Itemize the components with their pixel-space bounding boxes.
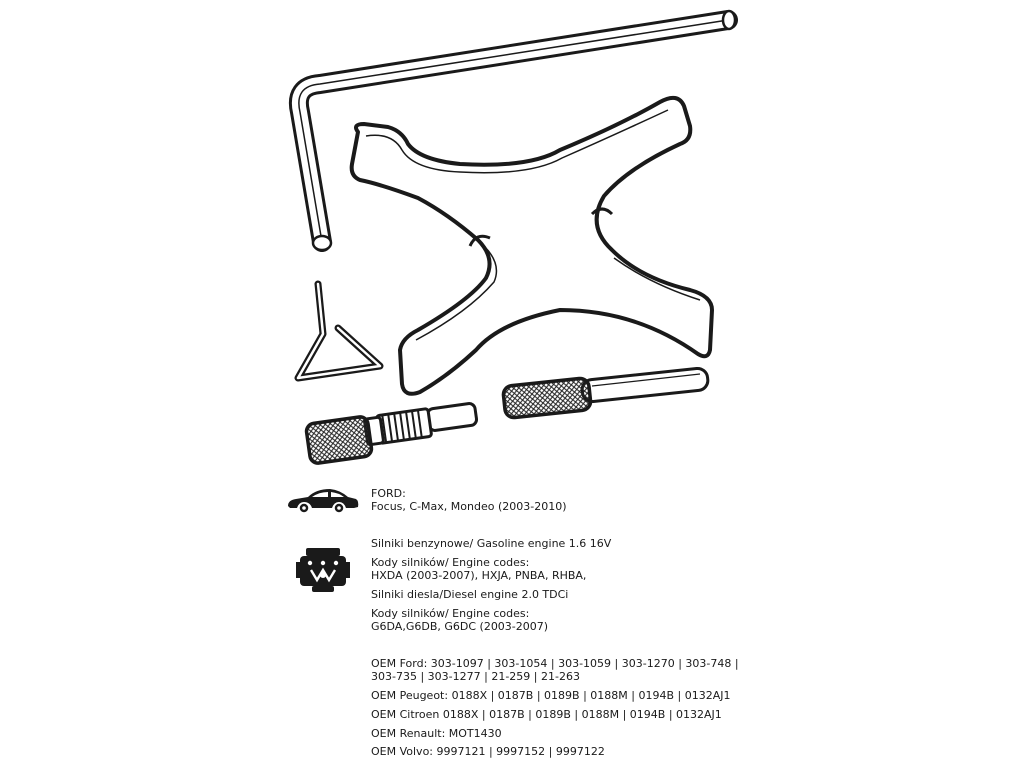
- oem-volvo: OEM Volvo: 9997121 | 9997152 | 9997122: [371, 745, 605, 758]
- vehicle-models: Focus, C-Max, Mondeo (2003-2010): [371, 500, 567, 513]
- gasoline-codes: HXDA (2003-2007), HXJA, PNBA, RHBA,: [371, 569, 587, 582]
- engine-icon: [296, 546, 350, 594]
- oem-peugeot: OEM Peugeot: 0188X | 0187B | 0189B | 0188M | 0194B | 0132AJ1: [371, 689, 731, 702]
- vehicle-make: FORD:: [371, 487, 406, 500]
- threaded-pin: [306, 403, 478, 464]
- gasoline-codes-label: Kody silników/ Engine codes:: [371, 556, 530, 569]
- oem-ford-line1: OEM Ford: 303-1097 | 303-1054 | 303-1059 | 303-1270 | 303-748 |: [371, 657, 739, 670]
- diesel-engine-title: Silniki diesla/Diesel engine 2.0 TDCi: [371, 588, 569, 601]
- camshaft-locking-plate: [352, 98, 712, 394]
- oem-ford-line2: 303-735 | 303-1277 | 21-259 | 21-263: [371, 670, 580, 683]
- gasoline-engine-title: Silniki benzynowe/ Gasoline engine 1.6 16V: [371, 537, 612, 550]
- straight-pin: [503, 367, 709, 418]
- diesel-codes: G6DA,G6DB, G6DC (2003-2007): [371, 620, 549, 633]
- car-icon: [286, 484, 360, 516]
- diesel-codes-label: Kody silników/ Engine codes:: [371, 607, 530, 620]
- triangle-pin-tool: [298, 284, 380, 378]
- oem-citroen: OEM Citroen 0188X | 0187B | 0189B | 0188M | 0194B | 0132AJ1: [371, 708, 722, 721]
- oem-renault: OEM Renault: MOT1430: [371, 727, 502, 740]
